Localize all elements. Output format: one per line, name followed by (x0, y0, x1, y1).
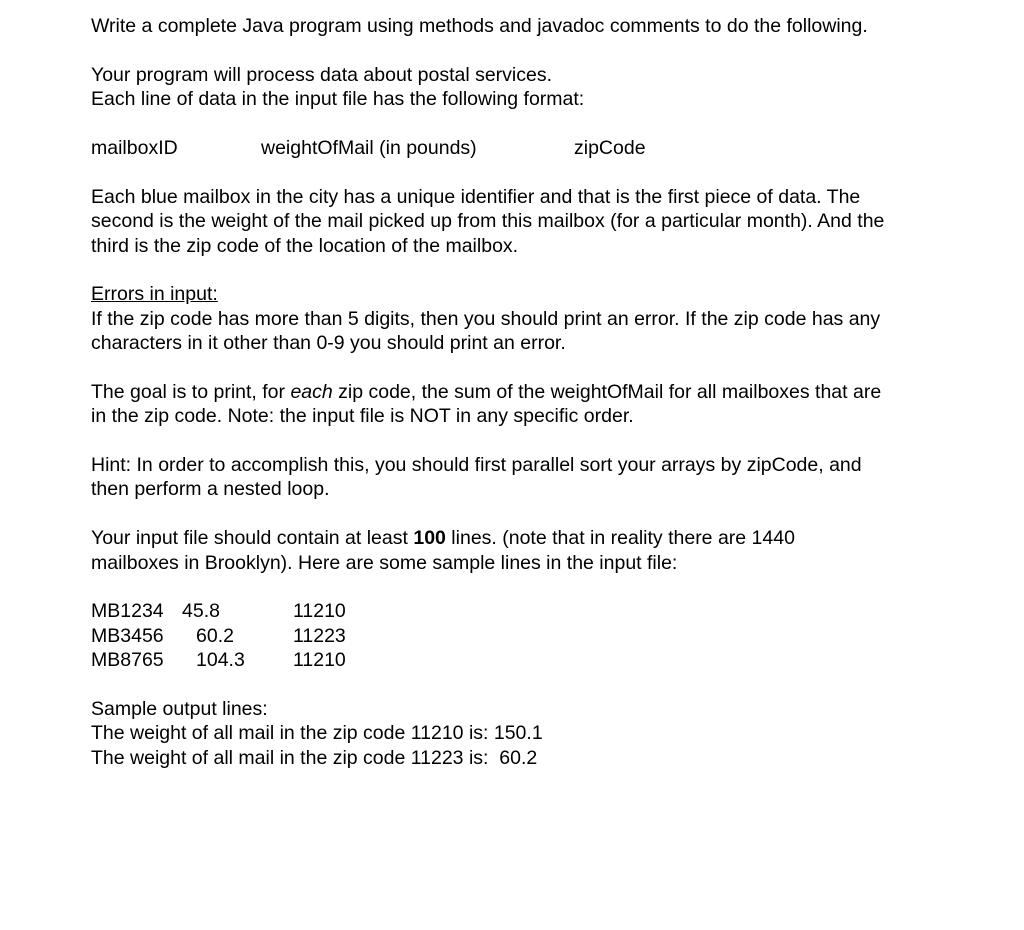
input-req-suffix: lines. (note that in reality there are 1440 (445, 527, 795, 550)
sample-mailbox-id: MB1234 (91, 600, 164, 623)
sample-input-row (91, 648, 951, 672)
sample-output-line: The weight of all mail in the zip code 11223 is: 60.2 (91, 746, 538, 769)
sample-input-row (91, 624, 951, 648)
sample-zip: 11210 (293, 649, 346, 672)
errors-line: If the zip code has more than 5 digits, then you should print an error. If the zip code has any (91, 307, 881, 330)
goal-prefix: The goal is to print, for (91, 380, 291, 403)
input-requirement-line-2: mailboxes in Brooklyn). Here are some sample lines in the input file: (91, 551, 678, 574)
goal-line-2: in the zip code. Note: the input file is NOT in any specific order. (91, 405, 634, 428)
input-req-count: 100 (413, 527, 446, 550)
goal-line (91, 380, 951, 404)
sample-zip: 11223 (293, 624, 346, 647)
sample-weight: 104.3 (196, 649, 245, 672)
goal-suffix: zip code, the sum of the weightOfMail for all mailboxes that are (332, 380, 882, 403)
description-line: Each blue mailbox in the city has a unique identifier and that is the first piece of data. The (91, 185, 861, 208)
sample-output-line: The weight of all mail in the zip code 11210 is: 150.1 (91, 722, 543, 745)
sample-mailbox-id: MB8765 (91, 649, 164, 672)
sample-mailbox-id: MB3456 (91, 624, 164, 647)
hint-line: Hint: In order to accomplish this, you should first parallel sort your arrays by zipCode, and (91, 454, 862, 477)
sample-input-row (91, 599, 951, 623)
sample-weight: 60.2 (196, 624, 234, 647)
sample-output-heading: Sample output lines: (91, 697, 268, 720)
program-text-line: Each line of data in the input file has the following format: (91, 88, 585, 111)
format-col-weight: weightOfMail (in pounds) (261, 136, 477, 159)
sample-zip: 11210 (293, 600, 346, 623)
goal-emphasis: each (290, 380, 333, 403)
assignment-document (91, 14, 951, 770)
format-row (91, 136, 951, 160)
errors-heading: Errors in input: (91, 283, 218, 306)
format-col-mailbox-id: mailboxID (91, 136, 178, 159)
hint-line: then perform a nested loop. (91, 478, 330, 501)
description-line: second is the weight of the mail picked up from this mailbox (for a particular month). And the (91, 210, 885, 233)
input-req-prefix: Your input file should contain at least (91, 527, 414, 550)
input-requirement-line (91, 526, 951, 550)
intro-text: Write a complete Java program using methods and javadoc comments to do the following. (91, 15, 868, 37)
program-text-line: Your program will process data about postal services. (91, 63, 553, 86)
errors-line: characters in it other than 0-9 you should print an error. (91, 332, 566, 355)
description-line: third is the zip code of the location of the mailbox. (91, 234, 519, 257)
sample-weight: 45.8 (182, 600, 220, 623)
format-col-zipcode: zipCode (574, 136, 646, 159)
